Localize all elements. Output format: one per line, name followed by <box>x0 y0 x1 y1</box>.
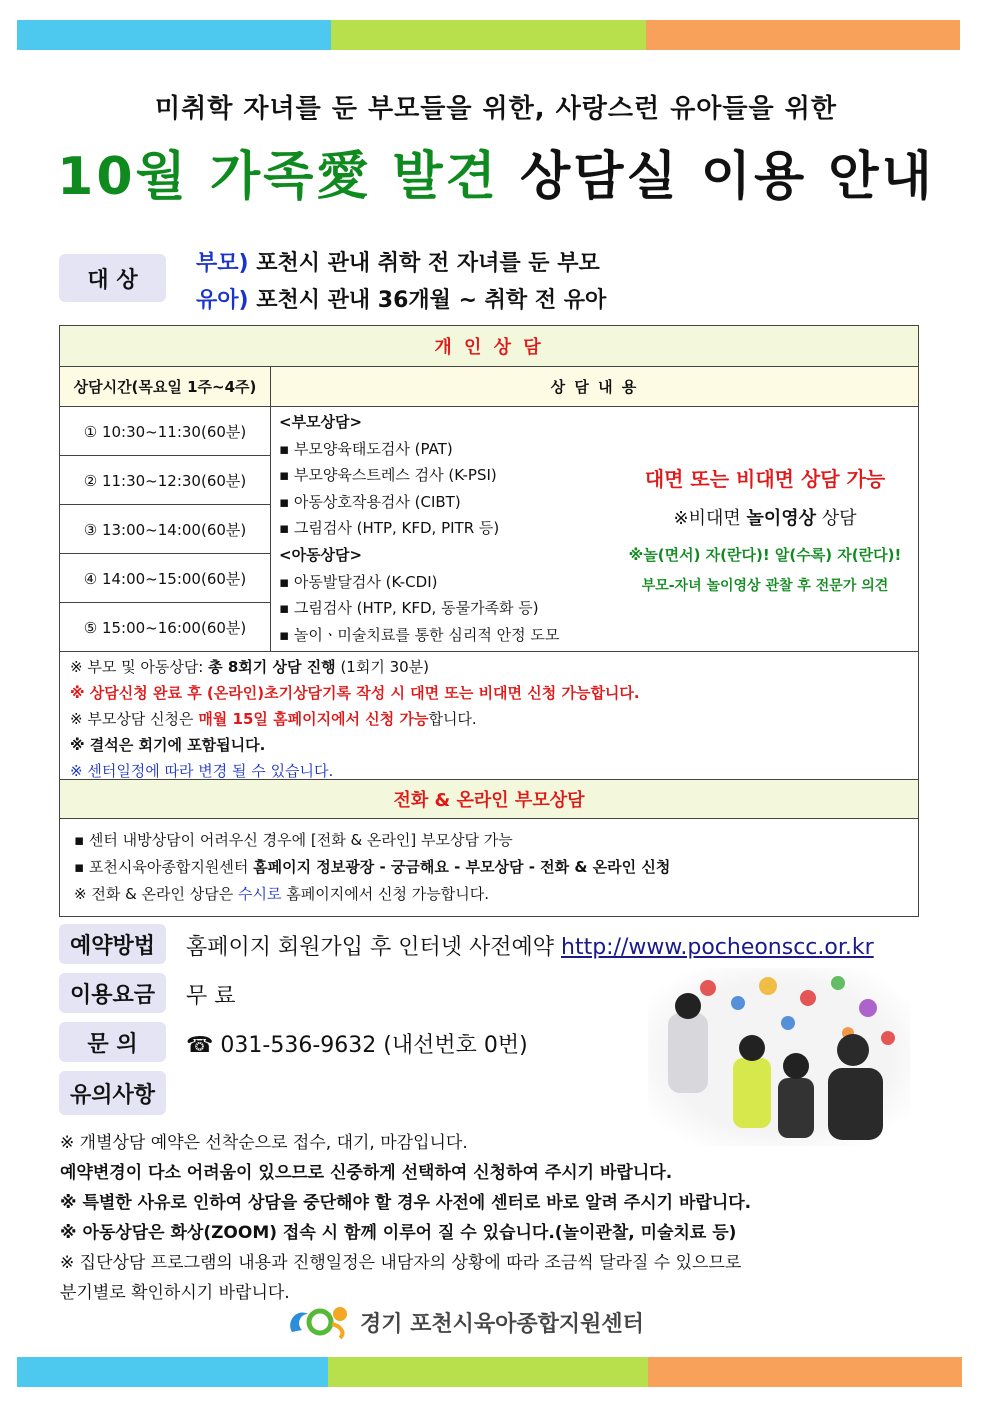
footnote-6: 분기별로 확인하시기 바랍니다. <box>60 1283 290 1303</box>
side-text-3: ※놀(면서) 자(란다)! 알(수록) 자(란다)! <box>628 546 902 564</box>
side-text-4: 부모-자녀 놀이영상 관찰 후 전문가 의견 <box>641 578 889 594</box>
parent-item: ▪ 그림검사 (HTP, KFD, PITR 등) <box>279 519 500 538</box>
time-slot-5: ⑤ 15:00~16:00(60분) <box>60 603 271 652</box>
parent-heading: <부모상담> <box>279 413 363 431</box>
side-text-2 <box>613 504 917 530</box>
target-parent <box>196 246 600 277</box>
bottom-bar-orange <box>648 1357 962 1387</box>
fee-text: 무 료 <box>186 984 236 1009</box>
online-line-3c: 홈페이지에서 신청 가능합니다. <box>281 885 489 903</box>
time-slot-3: ③ 13:00~14:00(60분) <box>60 505 271 554</box>
content-list <box>271 407 613 652</box>
children-painting-photo <box>648 968 910 1146</box>
note-1a: ※ 부모 및 아동상담: <box>70 658 209 676</box>
individual-counseling-table <box>59 325 919 787</box>
online-heading: 전화 & 온라인 부모상담 <box>60 780 919 819</box>
contact-label: 문 의 <box>59 1022 166 1062</box>
child-text: 포천시 관내 36개월 ~ 취학 전 유아 <box>248 288 607 313</box>
footnote-2: 예약변경이 다소 어려움이 있으므로 신중하게 선택하여 신청하여 주시기 바랍니다. <box>60 1163 673 1183</box>
child-item: ▪ 아동발달검사 (K-CDI) <box>279 572 438 591</box>
col-time-header: 상담시간(목요일 1주~4주) <box>60 367 271 407</box>
footnotes <box>60 1128 751 1308</box>
center-name: 경기 포천시육아종합지원센터 <box>360 1311 644 1337</box>
side-text-2c: 상담 <box>816 508 857 529</box>
top-bar-green <box>331 20 646 50</box>
logo-mark-icon <box>284 1302 354 1342</box>
parent-tag: 부모) <box>196 251 249 276</box>
reserve-row <box>186 930 874 961</box>
side-text-2a: ※비대면 <box>673 508 747 529</box>
note-3c: 합니다. <box>428 710 477 728</box>
title-green-part: 10월 가족愛 발견 <box>57 147 499 207</box>
footnote-5: ※ 집단상담 프로그램의 내용과 진행일정은 내담자의 상황에 따라 조금씩 달라질 수 있으므로 <box>60 1253 742 1273</box>
note-3 <box>70 706 908 732</box>
online-line-2b: 홈페이지 정보광장 - 궁금해요 - 부모상담 - 전화 & 온라인 신청 <box>253 858 671 876</box>
time-slot-2: ② 11:30~12:30(60분) <box>60 456 271 505</box>
time-slot-1: ① 10:30~11:30(60분) <box>60 407 271 456</box>
side-text-1: 대면 또는 비대면 상담 가능 <box>644 467 886 491</box>
child-heading: <아동상담> <box>279 545 363 564</box>
child-tag: 유아) <box>196 288 249 313</box>
bottom-bar-green <box>328 1357 648 1387</box>
online-line-3 <box>74 881 904 908</box>
parent-item: ▪ 아동상호작용검사 (CIBT) <box>279 492 461 511</box>
individual-heading: 개 인 상 담 <box>60 326 919 367</box>
child-item: ▪ 놀이ㆍ미술치료를 통한 심리적 안정 도모 <box>279 625 560 644</box>
title-black-part: 상담실 이용 안내 <box>498 147 935 207</box>
side-text-2b: 놀이영상 <box>746 508 817 529</box>
note-1b: 총 8회기 상담 진행 <box>208 658 336 676</box>
fee-label: 이용요금 <box>59 973 166 1013</box>
parent-item: ▪ 부모양육태도검사 (PAT) <box>279 439 453 458</box>
note-3b: 매월 15일 홈페이지에서 신청 가능 <box>198 710 429 728</box>
note-5: ※ 센터일정에 따라 변경 될 수 있습니다. <box>70 762 334 780</box>
reserve-text: 홈페이지 회원가입 후 인터넷 사전예약 <box>186 935 561 960</box>
center-logo <box>284 1302 644 1342</box>
online-line-1: ▪ 센터 내방상담이 어려우신 경우에 [전화 & 온라인] 부모상담 가능 <box>74 831 513 849</box>
individual-notes <box>60 652 919 787</box>
online-line-2 <box>74 854 904 881</box>
bottom-bar-blue <box>17 1357 328 1387</box>
notice-label: 유의사항 <box>59 1071 166 1115</box>
parent-text: 포천시 관내 취학 전 자녀를 둔 부모 <box>248 251 600 276</box>
online-line-3a: ※ 전화 & 온라인 상담은 <box>74 885 239 903</box>
parent-item: ▪ 부모양육스트레스 검사 (K-PSI) <box>279 466 497 485</box>
time-slot-4: ④ 14:00~15:00(60분) <box>60 554 271 603</box>
page-title <box>0 134 992 209</box>
note-1c: (1회기 30분) <box>335 658 430 676</box>
child-item: ▪ 그림검사 (HTP, KFD, 동물가족화 등) <box>279 599 539 618</box>
note-2: ※ 상담신청 완료 후 (온라인)초기상담기록 작성 시 대면 또는 비대면 신청 가능합니다. <box>70 684 640 702</box>
note-3a: ※ 부모상담 신청은 <box>70 710 199 728</box>
content-side <box>612 407 919 652</box>
footnote-4: ※ 아동상담은 화상(ZOOM) 접속 시 함께 이루어 질 수 있습니다.(놀이관찰, 미술치료 등) <box>60 1223 737 1243</box>
note-4: ※ 결석은 회기에 포함됩니다. <box>70 736 266 754</box>
top-bar-blue <box>17 20 331 50</box>
col-content-header: 상 담 내 용 <box>271 367 919 407</box>
footnote-3: ※ 특별한 사유로 인하여 상담을 중단해야 할 경우 사전에 센터로 바로 알려 주시기 바랍니다. <box>60 1193 752 1213</box>
contact-text: ☎ 031-536-9632 (내선번호 0번) <box>186 1033 528 1058</box>
homepage-link[interactable]: http://www.pocheonscc.or.kr <box>561 935 874 960</box>
target-child <box>196 283 606 314</box>
online-line-3b: 수시로 <box>238 885 282 903</box>
top-bar-orange <box>646 20 960 50</box>
note-1 <box>70 654 908 680</box>
online-counseling-table <box>59 779 919 917</box>
footnote-1: ※ 개별상담 예약은 선착순으로 접수, 대기, 마감입니다. <box>60 1133 468 1153</box>
reserve-label: 예약방법 <box>59 924 166 964</box>
target-label: 대 상 <box>59 254 166 302</box>
online-line-2a: ▪ 포천시육아종합지원센터 <box>74 858 254 876</box>
subtitle: 미취학 자녀를 둔 부모들을 위한, 사랑스런 유아들을 위한 <box>155 94 837 124</box>
online-body <box>60 819 919 917</box>
